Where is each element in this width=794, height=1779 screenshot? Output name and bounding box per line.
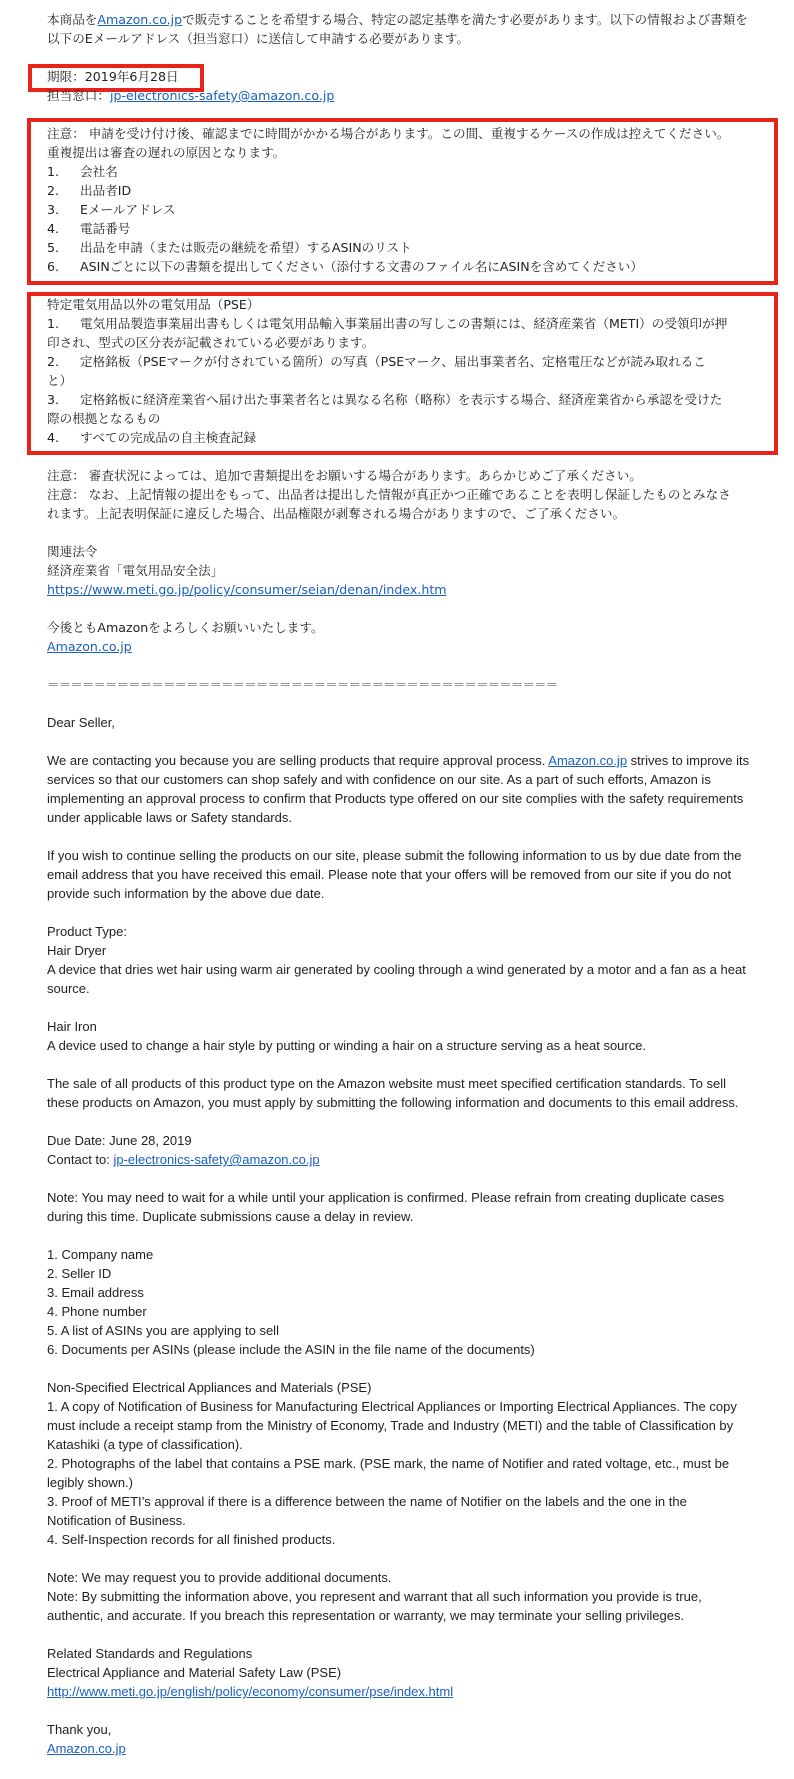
en-pse-line: Notification of Business.	[47, 1513, 186, 1528]
en-product-desc: A device used to change a hair style by putting or winding a hair on a structure serving as a heat source.	[47, 1038, 647, 1053]
list-item: 3. Eメールアドレス	[47, 202, 176, 217]
en-pse-heading: Non-Specified Electrical Appliances and Materials (PSE)	[47, 1380, 372, 1395]
en-reg-name: Electrical Appliance and Material Safety Law (PSE)	[47, 1665, 342, 1680]
en-sale-line: The sale of all products of this product type on the Amazon website must meet specified certification standards. To sell	[47, 1076, 727, 1091]
en-note-line: Note: We may request you to provide additional documents.	[47, 1570, 392, 1585]
en-note-line: during this time. Duplicate submissions cause a delay in review.	[47, 1209, 414, 1224]
list-item: 1. Company name	[47, 1247, 154, 1262]
contact-email-link[interactable]: jp-electronics-safety@amazon.co.jp	[113, 1152, 320, 1167]
jp-signature-link[interactable]: Amazon.co.jp	[47, 639, 132, 654]
en-note-line: Note: By submitting the information above, you represent and warrant that all such information you provide is true,	[47, 1589, 702, 1604]
en-pse-line: Katashiki (a type of classification).	[47, 1437, 243, 1452]
en-para1-line: services so that our customers can shop safely and with confidence on our site. As a part of such efforts, Amazon is	[47, 772, 711, 787]
amazon-link[interactable]: Amazon.co.jp	[548, 753, 628, 768]
en-product-type-label: Product Type:	[47, 924, 127, 939]
en-reg-heading: Related Standards and Regulations	[47, 1646, 253, 1661]
en-pse-line: 3. Proof of METI’s approval if there is a difference between the name of Notifier on the labels and the one in the	[47, 1494, 687, 1509]
en-pse-line: must include a receipt stamp from the Ministry of Economy, Trade and Industry (METI) and the table of Classification by	[47, 1418, 734, 1433]
jp-closing: 今後ともAmazonをよろしくお願いいたします。	[47, 620, 324, 635]
jp-notice: 注意： 審査状況によっては、追加で書類提出をお願いする場合があります。あらかじめご了承ください。	[47, 468, 642, 483]
en-para1-line: under applicable laws or Safety standards.	[47, 810, 292, 825]
contact-email-link[interactable]: jp-electronics-safety@amazon.co.jp	[109, 88, 335, 103]
en-product-name: Hair Iron	[47, 1019, 97, 1034]
jp-note-line: 重複提出は審査の遅れの原因となります。	[47, 145, 286, 160]
jp-note-line: 注意： 申請を受け付け後、確認までに時間がかかる場合があります。この間、重複するケースの作成は控えてください。	[47, 126, 730, 141]
jp-notice: 注意： なお、上記情報の提出をもって、出品者は提出した情報が真正かつ正確であることを表明し保証したものとみなさ	[47, 487, 731, 502]
en-note-line: Note: You may need to wait for a while until your application is confirmed. Please refrain from creating duplicate cases	[47, 1190, 725, 1205]
en-contact: Contact to: jp-electronics-safety@amazon.co.jp	[47, 1152, 320, 1167]
list-item: 1. 会社名	[47, 164, 118, 179]
list-item: 2. 定格銘板（PSEマークが付されている箇所）の写真（PSEマーク、届出事業者名、定格電圧などが読み取れるこ	[47, 354, 706, 369]
en-para2-line: email address that you have received this email. Please note that your offers will be removed from our site if you do not	[47, 867, 732, 882]
en-sale-line: these products on Amazon, you must apply by submitting the following information and documents to this email address.	[47, 1095, 739, 1110]
jp-intro: 本商品をAmazon.co.jpで販売することを希望する場合、特定の認定基準を満たす必要があります。以下の情報および書類を以下のEメールアドレス（担当窓口）に送信して申請する必要があります。	[47, 12, 748, 46]
en-due-date: Due Date: June 28, 2019	[47, 1133, 192, 1148]
list-item: 6. ASINごとに以下の書類を提出してください（添付する文書のファイル名にASINを含めてください）	[47, 259, 643, 274]
en-product-name: Hair Dryer	[47, 943, 107, 958]
list-item: 6. Documents per ASINs (please include the ASIN in the file name of the documents)	[47, 1342, 535, 1357]
jp-notice-cont: れます。上記表明保証に違反した場合、出品権限が剥奪される場合がありますので、ご了承ください。	[47, 506, 626, 521]
en-para1-line: We are contacting you because you are selling products that require approval process. Amazon.co.jp strives to improve its	[47, 753, 750, 768]
en-pse-line: 2. Photographs of the label that contains a PSE mark. (PSE mark, the name of Notifier and rated voltage, etc., must be	[47, 1456, 730, 1471]
jp-pse-heading: 特定電気用品以外の電気用品（PSE）	[47, 297, 260, 312]
list-item-cont: 印され、型式の区分表が記載されている必要があります。	[47, 335, 375, 350]
en-signature-link[interactable]: Amazon.co.jp	[47, 1741, 126, 1756]
email-body	[47, 10, 757, 1758]
list-item: 5. A list of ASINs you are applying to sell	[47, 1323, 279, 1338]
en-pse-line: 1. A copy of Notification of Business for Manufacturing Electrical Appliances or Importing Electrical Appliances. The copy	[47, 1399, 737, 1414]
list-item: 4. すべての完成品の自主検査記録	[47, 430, 257, 445]
list-item: 4. 電話番号	[47, 221, 131, 236]
list-item: 2. Seller ID	[47, 1266, 112, 1281]
amazon-link[interactable]: Amazon.co.jp	[97, 12, 183, 27]
jp-pse-list	[47, 314, 757, 447]
en-reg-link[interactable]: http://www.meti.go.jp/english/policy/economy/consumer/pse/index.html	[47, 1684, 454, 1699]
jp-contact: 担当窓口：jp-electronics-safety@amazon.co.jp	[47, 88, 335, 103]
list-item-cont: 際の根拠となるもの	[47, 411, 161, 426]
en-thanks: Thank you,	[47, 1722, 112, 1737]
list-item: 5. 出品を申請（または販売の継続を希望）するASINのリスト	[47, 240, 412, 255]
list-item: 1. 電気用品製造事業届出書もしくは電気用品輸入事業届出書の写しこの書類には、経済産業省（METI）の受領印が押	[47, 316, 728, 331]
jp-required-list	[47, 162, 757, 276]
section-separator: ＝＝＝＝＝＝＝＝＝＝＝＝＝＝＝＝＝＝＝＝＝＝＝＝＝＝＝＝＝＝＝＝＝＝＝＝＝＝＝＝＝＝＝＝	[47, 677, 558, 692]
en-pse-line: 4. Self-Inspection records for all finished products.	[47, 1532, 336, 1547]
jp-law-heading: 関連法令	[47, 544, 98, 559]
list-item: 4. Phone number	[47, 1304, 147, 1319]
list-item-cont: と）	[47, 373, 73, 388]
list-item: 3. 定格銘板に経済産業省へ届け出た事業者名とは異なる名称（略称）を表示する場合、経済産業省から承認を受けた	[47, 392, 723, 407]
en-para2-line: If you wish to continue selling the products on our site, please submit the following information to us by due date from the	[47, 848, 742, 863]
en-product-desc: source.	[47, 981, 90, 996]
en-note-line: authentic, and accurate. If you breach this representation or warranty, we may terminate your selling privileges.	[47, 1608, 685, 1623]
en-para1-line: implementing an approval process to confirm that Products type offered on our site complies with the safety requirements	[47, 791, 744, 806]
en-product-desc: A device that dries wet hair using warm air generated by cooling through a wind generated by a motor and a fan as a heat	[47, 962, 746, 977]
list-item: 3. Email address	[47, 1285, 144, 1300]
en-greeting: Dear Seller,	[47, 715, 115, 730]
en-para2-line: provide such information by the above due date.	[47, 886, 325, 901]
jp-law-name: 経済産業省「電気用品安全法」	[47, 563, 224, 578]
list-item: 2. 出品者ID	[47, 183, 132, 198]
jp-deadline: 期限：2019年6月28日	[47, 69, 179, 84]
en-pse-line: legibly shown.)	[47, 1475, 133, 1490]
jp-law-link[interactable]: https://www.meti.go.jp/policy/consumer/seian/denan/index.htm	[47, 582, 447, 597]
